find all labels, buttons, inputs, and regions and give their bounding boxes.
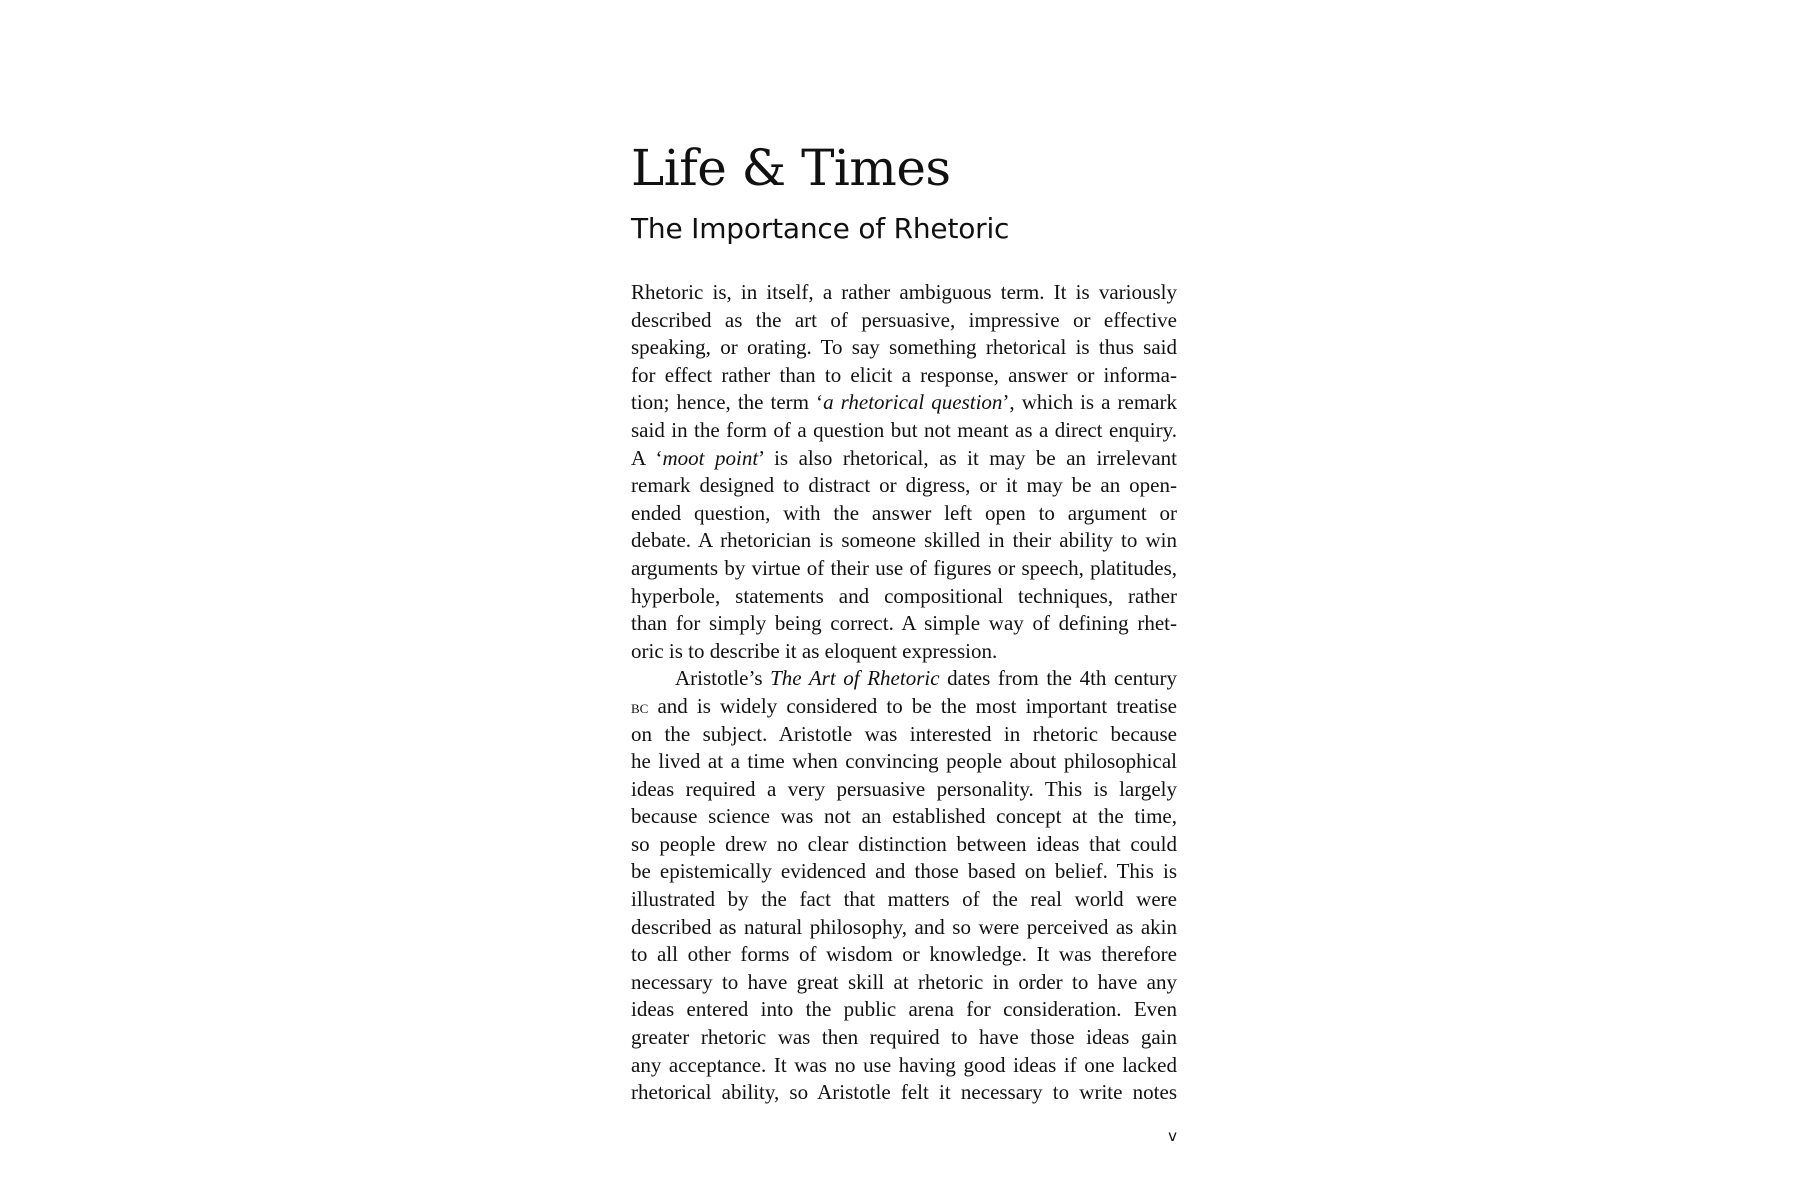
text-line: ideas required a very persuasive personality. This is largely: [631, 776, 1177, 801]
era-abbreviation: bc: [631, 696, 649, 717]
emphasis-rhetorical-question: a rhetorical question: [823, 390, 1003, 415]
emphasis-moot-point: moot point: [662, 445, 759, 470]
text-line: tion; hence, the term ‘a rhetorical question’, which is a remark: [631, 390, 1177, 415]
text-line: ideas entered into the public arena for consideration. Even: [631, 997, 1177, 1022]
text-line: so people drew no clear distinction between ideas that could: [631, 831, 1177, 856]
body-text: [631, 279, 1177, 1107]
text-line: described as the art of persuasive, impressive or effective: [631, 307, 1177, 332]
text-line: debate. A rhetorician is someone skilled in their ability to win: [631, 528, 1177, 553]
text-line: remark designed to distract or digress, or it may be an open-: [631, 473, 1177, 498]
text-line: Aristotle’s The Art of Rhetoric dates from the 4th century: [675, 666, 1177, 691]
book-page: [631, 140, 1177, 1107]
paragraph-2: [631, 665, 1177, 1107]
text-line: illustrated by the fact that matters of the real world were: [631, 887, 1177, 912]
section-title: The Importance of Rhetoric: [631, 212, 1010, 245]
text-line: on the subject. Aristotle was interested in rhetoric because: [631, 721, 1177, 746]
text-line: bc and is widely considered to be the most important treatise: [631, 693, 1177, 718]
text-line: arguments by virtue of their use of figures or speech, platitudes,: [631, 555, 1177, 580]
text-line: to all other forms of wisdom or knowledge. It was therefore: [631, 942, 1177, 967]
text-line: oric is to describe it as eloquent expression.: [631, 638, 998, 663]
text-line: he lived at a time when convincing people about philosophical: [631, 749, 1177, 774]
text-line: speaking, or orating. To say something rhetorical is thus said: [631, 335, 1177, 360]
text-line: than for simply being correct. A simple way of defining rhet-: [631, 611, 1177, 636]
book-title-art-of-rhetoric: The Art of Rhetoric: [770, 666, 940, 691]
chapter-title: Life & Times: [631, 139, 951, 197]
text-line: because science was not an established concept at the time,: [631, 804, 1177, 829]
text-line: ended question, with the answer left open to argument or: [631, 500, 1177, 525]
text-line: Rhetoric is, in itself, a rather ambiguous term. It is variously: [631, 280, 1177, 304]
page-number: v: [1168, 1127, 1177, 1145]
text-line: any acceptance. It was no use having good ideas if one lacked: [631, 1052, 1177, 1077]
text-line: described as natural philosophy, and so were perceived as akin: [631, 914, 1177, 939]
paragraph-1: [631, 279, 1177, 665]
text-line: necessary to have great skill at rhetoric in order to have any: [631, 969, 1177, 994]
text-line: for effect rather than to elicit a response, answer or informa-: [631, 362, 1177, 387]
text-line: rhetorical ability, so Aristotle felt it necessary to write notes: [631, 1080, 1177, 1105]
text-line: greater rhetoric was then required to have those ideas gain: [631, 1025, 1177, 1050]
text-line: be epistemically evidenced and those based on belief. This is: [631, 859, 1177, 884]
text-line: A ‘moot point’ is also rhetorical, as it may be an irrelevant: [631, 445, 1177, 470]
text-line: said in the form of a question but not meant as a direct enquiry.: [631, 417, 1177, 442]
text-line: hyperbole, statements and compositional techniques, rather: [631, 583, 1177, 608]
